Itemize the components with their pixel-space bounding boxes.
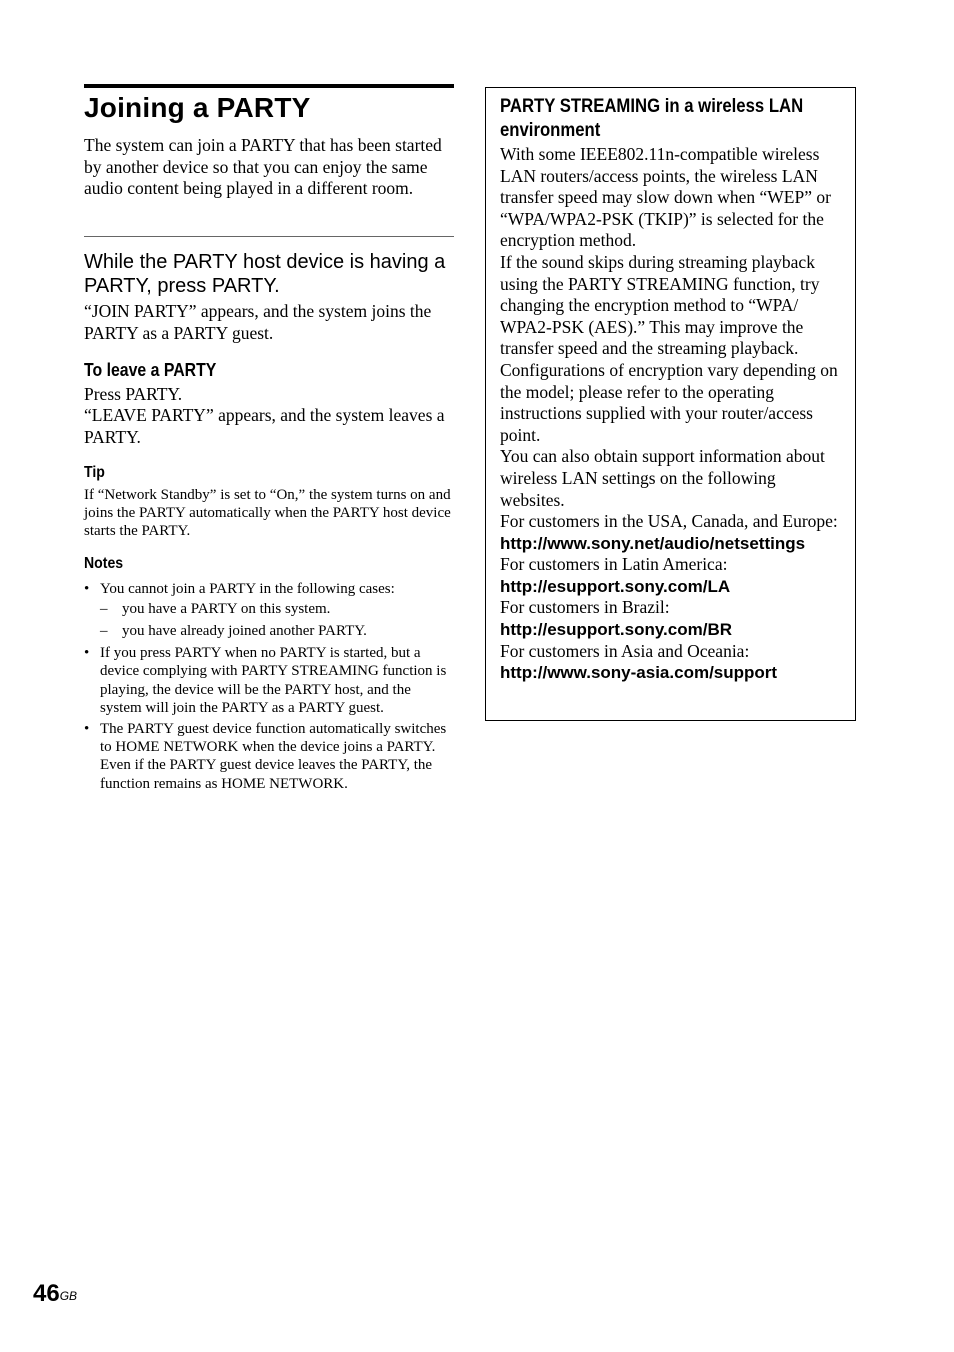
leave-party-line2: “LEAVE PARTY” appears, and the system leaves a PARTY.	[84, 405, 445, 447]
step-divider	[84, 236, 454, 237]
region-brazil: For customers in Brazil:	[500, 597, 670, 618]
page-number	[33, 1279, 77, 1309]
note-text: The PARTY guest device function automatically switches to HOME NETWORK when the device joins a PARTY. Even if the PARTY guest device leaves the PARTY, the function remains as HOME NETWORK.	[100, 721, 447, 792]
sub-note-text: you have a PARTY on this system.	[122, 600, 331, 617]
support-link-br[interactable]: http://esupport.sony.com/BR	[500, 620, 733, 640]
list-item	[100, 600, 454, 618]
left-column	[84, 84, 454, 796]
bullet-icon: •	[84, 721, 90, 738]
list-item	[84, 644, 454, 717]
dash-icon: –	[100, 623, 108, 640]
dash-icon: –	[100, 600, 108, 617]
sub-note-text: you have already joined another PARTY.	[122, 623, 367, 640]
box-paragraph-2: If the sound skips during streaming playback using the PARTY STREAMING function, try changing the encryption method to “WPA/ WPA2-PSK (AES).” This may improve the transfer speed and the streaming playback. Configurations of encryption vary depending on the model; please refer to the operating instructions supplied with your router/access point.	[500, 251, 838, 445]
leave-party-heading: To leave a PARTY	[84, 359, 217, 380]
page-title: Joining a PARTY	[84, 92, 311, 123]
bullet-icon: •	[84, 580, 90, 597]
wireless-lan-info-box	[485, 87, 856, 721]
step-heading: While the PARTY host device is having a PARTY, press PARTY.	[84, 251, 446, 298]
step-description: “JOIN PARTY” appears, and the system joins the PARTY as a PARTY guest.	[84, 301, 432, 343]
box-heading: PARTY STREAMING in a wireless LAN environment	[500, 96, 804, 141]
page-number-suffix: GB	[59, 1289, 78, 1303]
notes-heading: Notes	[84, 554, 124, 572]
region-usa-canada-europe: For customers in the USA, Canada, and Europe:	[500, 511, 838, 532]
support-link-netsettings[interactable]: http://www.sony.net/audio/netsettings	[500, 533, 806, 553]
support-link-la[interactable]: http://esupport.sony.com/LA	[500, 576, 731, 596]
tip-text: If “Network Standby” is set to “On,” the system turns on and joins the PARTY automatically when the PARTY host device starts the PARTY.	[84, 486, 451, 539]
region-asia-oceania: For customers in Asia and Oceania:	[500, 640, 750, 661]
bullet-icon: •	[84, 645, 90, 662]
tip-heading: Tip	[84, 463, 105, 481]
title-rule	[84, 84, 454, 88]
box-paragraph-1: With some IEEE802.11n-compatible wireless LAN routers/access points, the wireless LAN transfer speed may slow down when “WEP” or “WPA/WPA2-PSK (TKIP)” is selected for the encryption method.	[500, 144, 831, 251]
list-item	[100, 622, 454, 640]
notes-list	[84, 580, 454, 793]
list-item	[84, 580, 454, 641]
leave-party-line1: Press PARTY.	[84, 383, 183, 404]
list-item	[84, 720, 454, 793]
support-link-asia[interactable]: http://www.sony-asia.com/support	[500, 663, 778, 683]
intro-paragraph: The system can join a PARTY that has been started by another device so that you can enjoy the same audio content being played in a different room.	[84, 135, 442, 199]
sub-list	[100, 600, 454, 640]
page-number-value: 46	[33, 1280, 60, 1307]
box-paragraph-3: You can also obtain support information about wireless LAN settings on the following websites.	[500, 446, 825, 510]
region-latin-america: For customers in Latin America:	[500, 554, 728, 575]
note-text: You cannot join a PARTY in the following cases:	[100, 580, 395, 597]
note-text: If you press PARTY when no PARTY is started, but a device complying with PARTY STREAMING function is playing, the device will be the PARTY host, and the system will join the PARTY as a PARTY guest.	[100, 645, 447, 716]
